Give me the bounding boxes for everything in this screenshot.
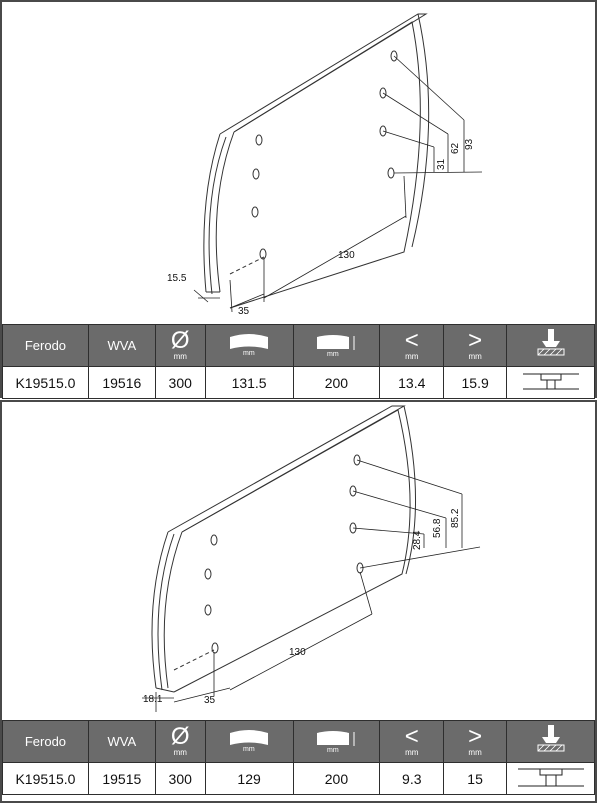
brake-lining-drawing-1 [2, 2, 595, 322]
header-max: > mm [444, 325, 507, 367]
spec-table-1 [2, 324, 595, 399]
table-header-row [3, 325, 595, 367]
hidden-line [174, 650, 214, 670]
dim-edge-1: 15.5 [167, 273, 187, 284]
lining-width-icon [226, 331, 272, 357]
dim-length-1: 130 [338, 250, 355, 261]
header-min: < mm [380, 325, 444, 367]
brake-lining-panel-1 [0, 0, 597, 398]
svg-text:mm: mm [243, 746, 255, 753]
dim-d1-1: 31 [436, 158, 447, 170]
rivet-profile-icon [521, 369, 581, 393]
value-width: 131.5 [205, 367, 293, 399]
header-ferodo: Ferodo [3, 325, 89, 367]
header-thickness [293, 325, 380, 367]
header-diameter: Ø mm [155, 325, 205, 367]
brake-lining-drawing-2 [2, 402, 595, 722]
value-thickness: 200 [293, 367, 380, 399]
dim-d3-1: 93 [464, 138, 475, 150]
dim-d2-1: 62 [450, 142, 461, 154]
min-thickness-icon: < [404, 327, 419, 354]
dim-d1-2: 28.4 [412, 530, 423, 550]
rivet-hole [256, 135, 262, 145]
spec-table-2 [2, 720, 595, 795]
diameter-icon: Ø [170, 723, 190, 750]
dim-edge-2: 18.1 [143, 694, 163, 705]
dim-first-hole-1: 35 [238, 306, 250, 317]
value-thickness: 200 [293, 763, 380, 795]
rivet-hole [212, 643, 218, 653]
lining-thickness-icon [313, 331, 359, 357]
brake-lining-panel-2 [0, 400, 597, 803]
rivet-hole [205, 569, 211, 579]
rivet-icon [534, 723, 568, 757]
max-thickness-icon: > [468, 723, 483, 750]
lining-outline [230, 22, 420, 308]
hidden-line [230, 257, 264, 274]
rivet-hole [211, 535, 217, 545]
header-width [205, 325, 293, 367]
value-rivet [507, 763, 595, 795]
value-min: 9.3 [380, 763, 444, 795]
rivet-hole [205, 605, 211, 615]
lining-width-icon [226, 727, 272, 753]
header-thickness [293, 721, 380, 763]
value-diameter: 300 [155, 367, 205, 399]
svg-text:mm: mm [327, 351, 340, 357]
value-max: 15.9 [444, 367, 507, 399]
rivet-hole [252, 207, 258, 217]
value-ferodo: K19515.0 [3, 367, 89, 399]
rivet-icon [534, 327, 568, 361]
header-width [205, 721, 293, 763]
value-wva: 19515 [88, 763, 155, 795]
svg-text:mm: mm [243, 350, 255, 357]
rivet-hole [253, 169, 259, 179]
max-thickness-icon: > [468, 327, 483, 354]
svg-text:mm: mm [327, 747, 340, 753]
header-max: > mm [444, 721, 507, 763]
header-rivet [507, 721, 595, 763]
value-wva: 19516 [88, 367, 155, 399]
lining-thickness-icon [313, 727, 359, 753]
value-min: 13.4 [380, 367, 444, 399]
value-max: 15 [444, 763, 507, 795]
dim-d2-2: 56.8 [432, 518, 443, 538]
rivet-profile-icon [516, 764, 586, 790]
header-wva: WVA [88, 325, 155, 367]
header-min: < mm [380, 721, 444, 763]
dim-length-2: 130 [289, 647, 306, 658]
value-rivet [507, 367, 595, 399]
table-row [3, 763, 595, 795]
table-row [3, 367, 595, 399]
min-thickness-icon: < [404, 723, 419, 750]
dim-d3-2: 85.2 [450, 508, 461, 528]
value-diameter: 300 [155, 763, 205, 795]
value-width: 129 [205, 763, 293, 795]
dim-first-hole-2: 35 [204, 695, 216, 706]
table-header-row [3, 721, 595, 763]
header-rivet [507, 325, 595, 367]
rivet-hole [388, 168, 394, 178]
header-diameter: Ø mm [155, 721, 205, 763]
header-ferodo: Ferodo [3, 721, 89, 763]
header-wva: WVA [88, 721, 155, 763]
diameter-icon: Ø [170, 327, 190, 354]
value-ferodo: K19515.0 [3, 763, 89, 795]
